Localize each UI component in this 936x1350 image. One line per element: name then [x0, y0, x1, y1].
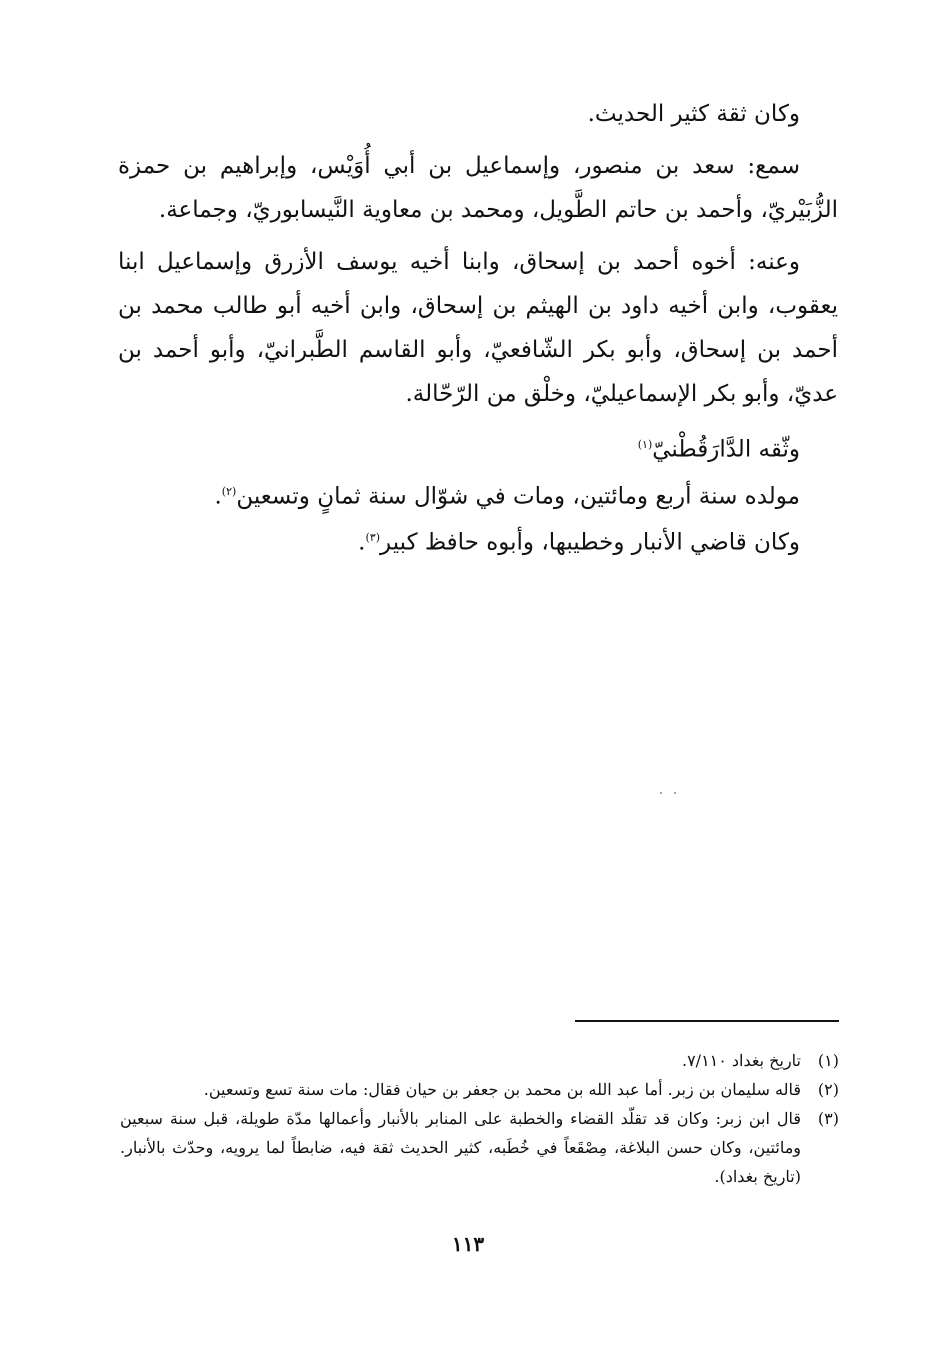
paragraph-1: وكان ثقة كثير الحديث. — [587, 101, 800, 127]
footnote-1 — [120, 1046, 839, 1075]
footnote-number: (٣) — [817, 1109, 839, 1128]
birth-death-text: مولده سنة أربع ومائتين، ومات في شوّال سنة ثمانٍ وتسعين — [236, 483, 800, 510]
footnotes — [120, 1046, 839, 1191]
footnote-divider — [575, 1020, 839, 1022]
footnote-number: (١) — [817, 1051, 839, 1070]
scan-speck — [674, 792, 676, 794]
footnote-text: تاريخ بغداد ٧/١١٠. — [681, 1051, 801, 1070]
footnote-ref-3: (٣) — [365, 531, 380, 545]
footnote-text: قال ابن زبر: وكان قد تقلّد القضاء والخطبة على المنابر بالأنبار وأعمالها مدّة طويلة، قبل سنة سبعين ومائتين، وكان حسن البلاغة، مِصْقَعاً في خُطَبه، كثير الحديث ثقة فيه، ضابطاً لما يرويه، وحدّث بالأنبار. (تاريخ بغداد). — [120, 1109, 801, 1186]
judge-text: وكان قاضي الأنبار وخطيبها، وأبوه حافظ كبير — [380, 529, 800, 556]
paragraph-narrated-by: وعنه: أخوه أحمد بن إسحاق، وابنا أخيه يوسف الأزرق وإسماعيل ابنا يعقوب، وابن أخيه داود بن الهيثم بن إسحاق، وابن أخيه أبو طالب محمد بن أحمد بن إسحاق، وأبو بكر الشّافعيّ، وأبو القاسم الطَّبرانيّ، وأبو أحمد بن عديّ، وأبو بكر الإسماعيليّ، وخلْق من الرّحّالة. — [118, 249, 838, 407]
trusted-text: وثّقه الدَّارَقُطْنيّ — [652, 436, 800, 463]
footnote-text: قاله سليمان بن زبر. أما عبد الله بن محمد بن جعفر بن حيان فقال: مات سنة تسع وتسعين. — [203, 1080, 801, 1099]
footnote-ref-2: (٢) — [221, 484, 237, 498]
main-text — [118, 92, 838, 564]
judge-end: . — [358, 529, 366, 556]
footnote-number: (٢) — [817, 1080, 839, 1099]
paragraph-heard-from: سمع: سعد بن منصور، وإسماعيل بن أبي أُوَيْس، وإبراهيم بن حمزة الزُّبَيْريّ، وأحمد بن حاتم الطَّويل، ومحمد بن معاوية النَّيسابوريّ، وجماعة. — [118, 153, 838, 223]
paragraph-birth-death — [118, 471, 838, 518]
footnote-3 — [120, 1104, 839, 1191]
page-number: ١١٣ — [451, 1232, 485, 1256]
paragraph-judge — [118, 517, 838, 564]
footnote-2 — [120, 1075, 839, 1104]
footnote-ref-1: (١) — [637, 438, 653, 451]
birth-death-end: . — [214, 483, 222, 510]
paragraph-trusted — [118, 424, 838, 471]
scan-speck — [660, 792, 662, 794]
